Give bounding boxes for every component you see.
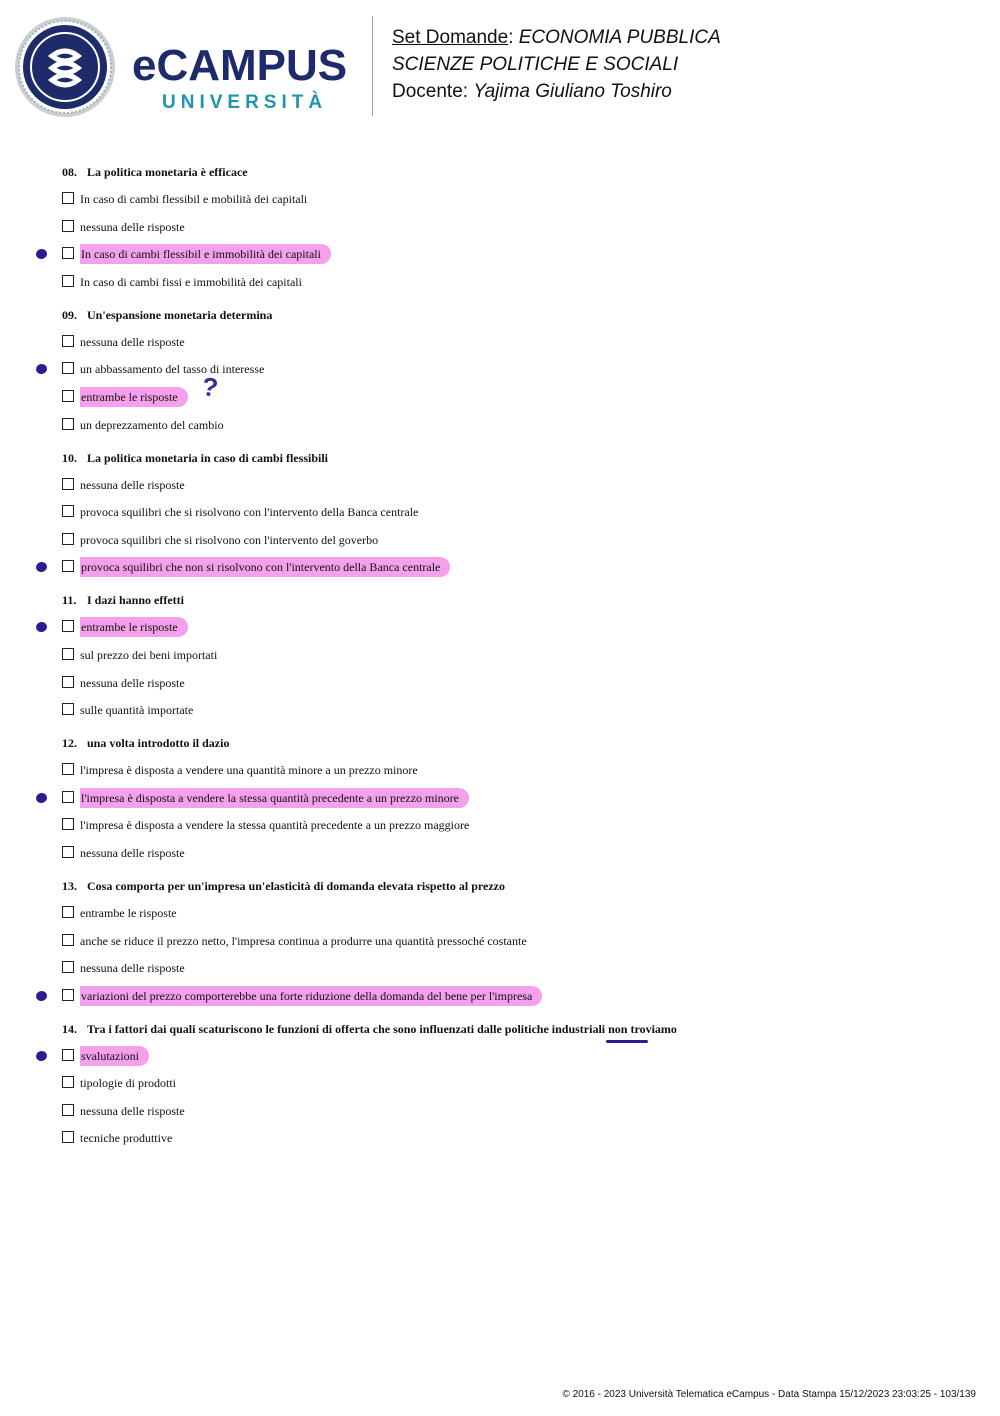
answer-option[interactable] — [62, 502, 962, 522]
question-12 — [62, 733, 962, 863]
teacher-line — [392, 78, 721, 105]
answer-option[interactable] — [62, 530, 962, 550]
question-number: 11. — [62, 593, 77, 608]
answer-checkbox[interactable] — [62, 989, 74, 1001]
highlighted-answer-text: In caso di cambi flessibil e immobilità dei capitali — [80, 244, 331, 264]
answer-option[interactable] — [62, 645, 962, 665]
highlighted-answer-text: entrambe le risposte — [80, 387, 188, 407]
answer-checkbox[interactable] — [62, 676, 74, 688]
question-text: La politica monetaria è efficace — [87, 165, 248, 179]
question-14 — [62, 1019, 962, 1149]
answer-text: entrambe le risposte — [80, 905, 177, 920]
ink-dot-icon — [35, 363, 48, 375]
answer-option[interactable] — [62, 843, 962, 863]
question-11 — [62, 590, 962, 720]
answer-text: nessuna delle risposte — [80, 477, 185, 492]
ink-dot-icon — [35, 990, 48, 1002]
answer-text: l'impresa è disposta a vendere la stessa quantità precedente a un prezzo maggiore — [80, 818, 470, 833]
question-10 — [62, 448, 962, 578]
answer-text: un deprezzamento del cambio — [80, 417, 224, 432]
ink-dot-icon — [35, 792, 48, 804]
answer-text: nessuna delle risposte — [80, 961, 185, 976]
question-title — [62, 876, 962, 896]
answer-checkbox[interactable] — [62, 560, 74, 572]
answer-checkbox[interactable] — [62, 934, 74, 946]
answer-text: nessuna delle risposte — [80, 845, 185, 860]
answer-checkbox[interactable] — [62, 192, 74, 204]
question-text: Cosa comporta per un'impresa un'elasticità di domanda elevata rispetto al prezzo — [87, 878, 505, 893]
ink-dot-icon — [35, 561, 48, 573]
question-13 — [62, 876, 962, 1006]
answer-option[interactable] — [62, 760, 962, 780]
question-08 — [62, 162, 962, 292]
answer-option[interactable] — [62, 700, 962, 720]
question-title — [62, 162, 962, 182]
answer-text: un abbassamento del tasso di interesse — [80, 362, 265, 377]
answer-checkbox[interactable] — [62, 648, 74, 660]
brand-name: eCAMPUS — [132, 41, 348, 90]
answer-option[interactable] — [62, 359, 962, 379]
answer-option[interactable] — [62, 272, 962, 292]
highlighted-answer-text: svalutazioni — [80, 1046, 149, 1066]
brand-subtitle: UNIVERSITÀ — [162, 92, 328, 113]
answer-checkbox[interactable] — [62, 220, 74, 232]
question-number: 09. — [62, 307, 77, 322]
answer-text: l'impresa è disposta a vendere una quantità minore a un prezzo minore — [80, 763, 418, 778]
question-title — [62, 590, 962, 610]
question-list — [62, 162, 962, 1161]
answer-text: In caso di cambi fissi e immobilità dei capitali — [80, 274, 302, 289]
ink-dot-icon — [35, 248, 48, 260]
answer-option[interactable] — [62, 371, 962, 407]
question-number: 10. — [62, 450, 77, 465]
brand — [132, 41, 348, 114]
answer-checkbox[interactable] — [62, 1131, 74, 1143]
answer-checkbox[interactable] — [62, 906, 74, 918]
answer-checkbox[interactable] — [62, 390, 74, 402]
answer-option[interactable] — [62, 986, 962, 1006]
answer-checkbox[interactable] — [62, 1076, 74, 1088]
answer-checkbox[interactable] — [62, 961, 74, 973]
answer-text: tecniche produttive — [80, 1131, 173, 1146]
answer-text: sulle quantità importate — [80, 703, 194, 718]
underlined-words: non troviamo — [608, 1022, 677, 1036]
answer-checkbox[interactable] — [62, 1049, 74, 1061]
faculty-name: SCIENZE POLITICHE E SOCIALI — [392, 54, 679, 75]
answer-checkbox[interactable] — [62, 791, 74, 803]
answer-option[interactable] — [62, 189, 962, 209]
answer-checkbox[interactable] — [62, 763, 74, 775]
answer-option[interactable] — [62, 475, 962, 495]
answer-option[interactable] — [62, 903, 962, 923]
answer-checkbox[interactable] — [62, 335, 74, 347]
answer-text: provoca squilibri che si risolvono con l'intervento della Banca centrale — [80, 505, 419, 520]
answer-option[interactable] — [62, 788, 962, 808]
answer-checkbox[interactable] — [62, 533, 74, 545]
answer-text: nessuna delle risposte — [80, 334, 185, 349]
faculty-line — [392, 51, 721, 78]
question-text: Tra i fattori dai quali scaturiscono le funzioni di offerta che sono influenzati dalle politiche industriali non troviamo — [87, 1022, 677, 1036]
answer-option[interactable] — [62, 217, 962, 237]
answer-text: nessuna delle risposte — [80, 675, 185, 690]
question-text: Un'espansione monetaria determina — [87, 307, 273, 322]
highlighted-answer-text: variazioni del prezzo comporterebbe una forte riduzione della domanda del bene per l'impresa — [80, 986, 542, 1006]
answer-option[interactable] — [62, 557, 962, 577]
highlighted-answer-text: l'impresa è disposta a vendere la stessa quantità precedente a un prezzo minore — [80, 788, 469, 808]
header-info — [392, 24, 721, 105]
teacher-name: Yajima Giuliano Toshiro — [473, 81, 672, 102]
answer-option[interactable] — [62, 958, 962, 978]
question-title — [62, 733, 962, 753]
answer-option[interactable] — [62, 617, 962, 637]
answer-checkbox[interactable] — [62, 1104, 74, 1116]
ink-dot-icon — [35, 621, 48, 633]
ink-underline-mark — [606, 1040, 648, 1043]
question-title — [62, 305, 962, 325]
highlighted-answer-text: provoca squilibri che non si risolvono con l'intervento della Banca centrale — [80, 557, 450, 577]
page-footer: © 2016 - 2023 Università Telematica eCampus - Data Stampa 15/12/2023 23:03:25 - 103/139 — [562, 1389, 976, 1400]
answer-checkbox[interactable] — [62, 818, 74, 830]
answer-checkbox[interactable] — [62, 362, 74, 374]
answer-checkbox[interactable] — [62, 620, 74, 632]
question-text: I dazi hanno effetti — [87, 593, 184, 608]
answer-text: nessuna delle risposte — [80, 219, 185, 234]
handwritten-question-mark: ? — [199, 371, 220, 403]
question-title — [62, 448, 962, 468]
answer-option[interactable] — [62, 931, 962, 951]
question-number: 12. — [62, 736, 77, 751]
answer-text: tipologie di prodotti — [80, 1076, 176, 1091]
answer-text: anche se riduce il prezzo netto, l'impresa continua a produrre una quantità pressoché costante — [80, 933, 527, 948]
teacher-label: Docente: — [392, 81, 469, 102]
answer-option[interactable] — [62, 1073, 962, 1093]
answer-option[interactable] — [62, 673, 962, 693]
answer-checkbox[interactable] — [62, 846, 74, 858]
course-name: ECONOMIA PUBBLICA — [518, 27, 721, 48]
answer-option[interactable] — [62, 332, 962, 352]
course-line: Set Domande: ECONOMIA PUBBLICA — [392, 27, 721, 48]
ecampus-logo-icon — [14, 16, 116, 118]
question-number: 14. — [62, 1021, 77, 1036]
question-09 — [62, 305, 962, 435]
question-title — [62, 1019, 962, 1039]
answer-option[interactable] — [62, 415, 962, 435]
answer-checkbox[interactable] — [62, 505, 74, 517]
header-divider — [372, 16, 373, 116]
answer-checkbox[interactable] — [62, 703, 74, 715]
answer-checkbox[interactable] — [62, 478, 74, 490]
question-number: 13. — [62, 878, 77, 893]
answer-text: nessuna delle risposte — [80, 1103, 185, 1118]
question-number: 08. — [62, 165, 77, 179]
answer-option[interactable] — [62, 1046, 962, 1066]
answer-checkbox[interactable] — [62, 247, 74, 259]
question-text: La politica monetaria in caso di cambi flessibili — [87, 450, 329, 465]
answer-checkbox[interactable] — [62, 418, 74, 430]
answer-text: provoca squilibri che si risolvono con l'intervento del goverbo — [80, 532, 379, 547]
answer-option[interactable] — [62, 1101, 962, 1121]
set-label: Set Domande — [392, 27, 509, 48]
answer-option[interactable] — [62, 1128, 962, 1148]
answer-text: sul prezzo dei beni importati — [80, 647, 218, 662]
answer-option[interactable] — [62, 244, 962, 264]
answer-text: In caso di cambi flessibil e mobilità dei capitali — [80, 192, 308, 206]
answer-checkbox[interactable] — [62, 275, 74, 287]
answer-option[interactable] — [62, 815, 962, 835]
ink-dot-icon — [35, 1050, 48, 1062]
highlighted-answer-text: entrambe le risposte — [80, 617, 188, 637]
question-text: una volta introdotto il dazio — [87, 736, 230, 751]
